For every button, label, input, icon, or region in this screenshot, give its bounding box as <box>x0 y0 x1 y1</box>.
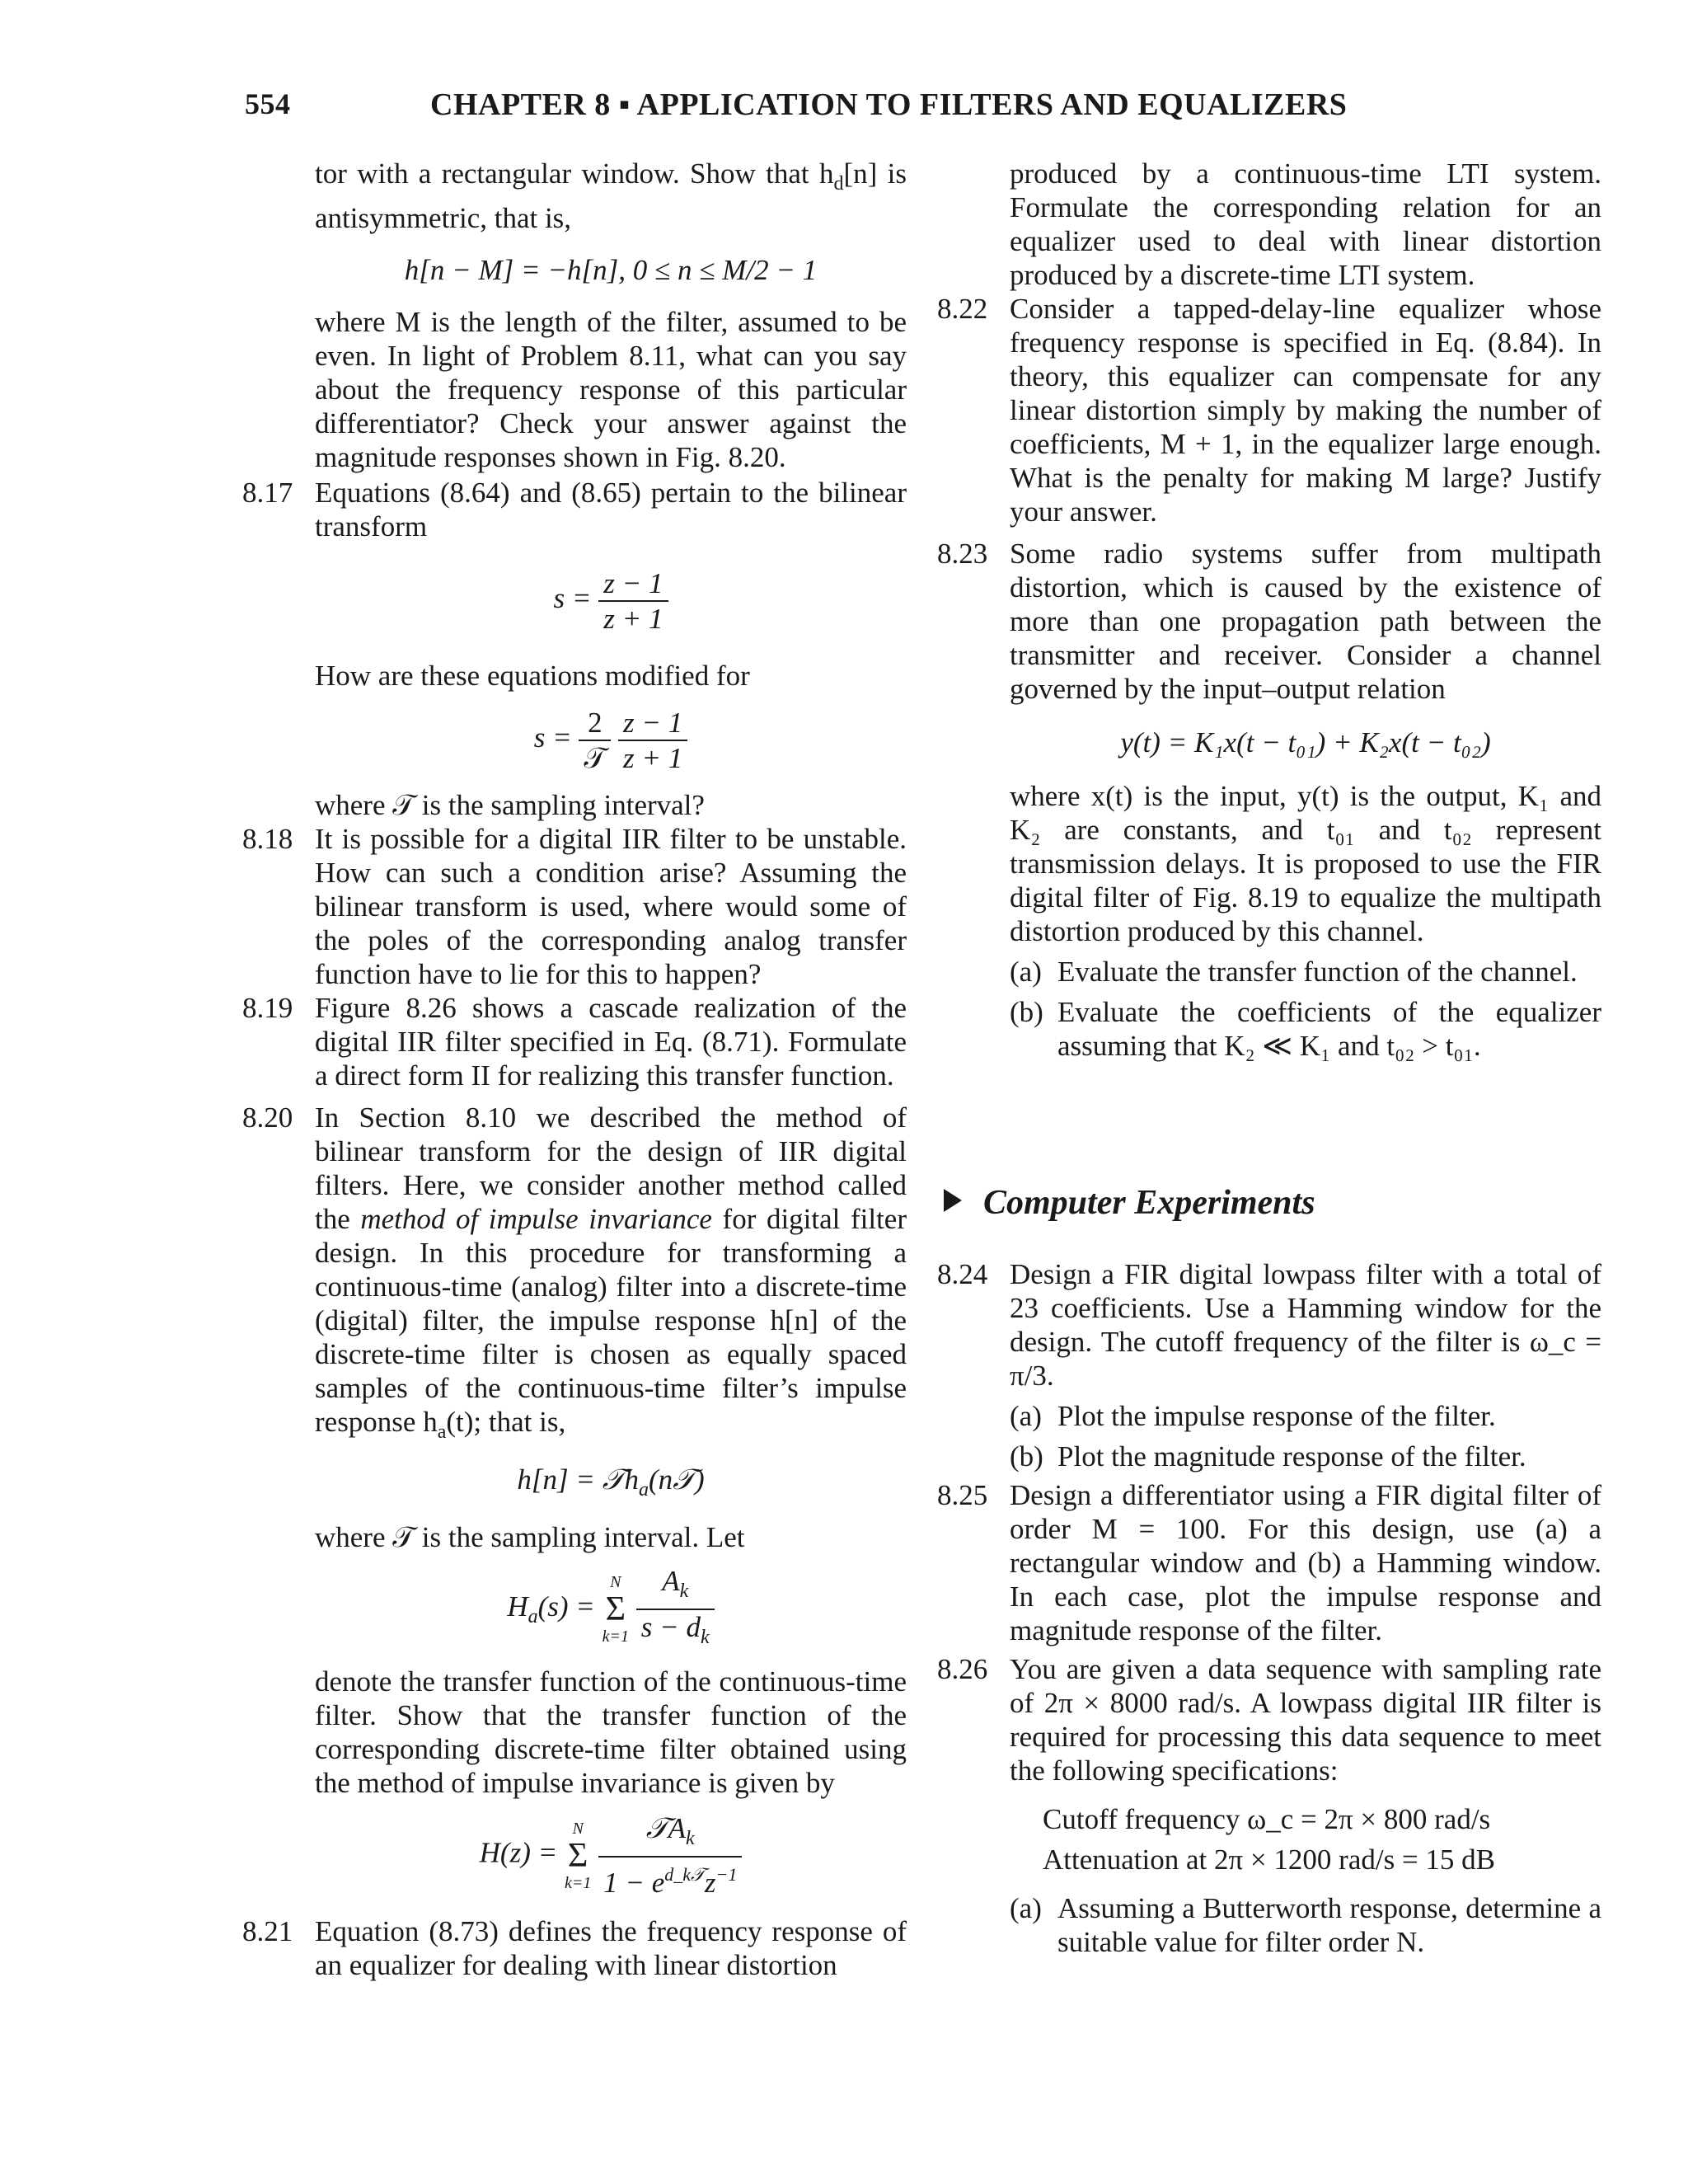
impulse-invariance-equation: h[n] = 𝒯h$_a$(n𝒯) <box>517 1463 705 1501</box>
problem-text: where x(t) is the input, y(t) is the output, K₁ and K₂ are constants, and t₀₁ and t₀₂ represent transmission delays. It is proposed to use the FIR digital filter of Fig. 8.19 to equalize the multipath distortion produced by this channel. <box>1010 780 1601 947</box>
problem-text: How are these equations modified for <box>315 660 750 692</box>
problem-text: Equation (8.73) defines the frequency response of an equalizer for dealing with linear distortion <box>315 1915 907 1981</box>
problem-text: Some radio systems suffer from multipath distortion, which is caused by the existence of more than one propagation path between the transmitter and receiver. Consider a channel governed by the input–output relation <box>1010 538 1601 705</box>
problem-number: 8.23 <box>937 538 988 570</box>
sub-item-a: (a) Plot the impulse response of the filter. <box>1010 1400 1496 1432</box>
problem-number: 8.18 <box>242 823 293 855</box>
sub-item-b: (b) Evaluate the coefficients of the equalizer assuming that K₂ ≪ K₁ and t₀₂ > t₀₁. <box>1010 996 1601 1062</box>
problem-number: 8.21 <box>242 1915 293 1947</box>
multipath-equation: y(t) = K₁x(t − t₀₁) + K₂x(t − t₀₂) <box>1120 726 1491 759</box>
section-heading: Computer Experiments <box>944 1183 1315 1223</box>
bilinear-equation-2: s = $\frac{2}{\text{𝒯}}$ $\frac{z - 1}{z + 1}$ <box>315 706 907 775</box>
arrow-right-icon <box>944 1189 962 1212</box>
problem-8-22 <box>937 292 1601 528</box>
problem-number: 8.20 <box>242 1101 293 1134</box>
spec-cutoff: Cutoff frequency ω_c = 2π × 800 rad/s <box>1043 1803 1491 1835</box>
bilinear-equation-1: s = $\frac{z - 1}{z + 1}$ <box>315 566 907 636</box>
problem-text: Design a differentiator using a FIR digital filter of order M = 100. For this design, use (a) a rectangular window and (b) a Hamming window. In each case, plot the impulse response and magnitude response of the filter. <box>1010 1479 1601 1646</box>
problem-text: In Section 8.10 we described the method of bilinear transform for the design of IIR digital filters. Here, we consider another method called the method of impulse invariance for digital filter design. In this procedure for transforming a continuous-time (analog) filter into a discrete-time (digital) filter, the impulse response h[n] of the discrete-time filter is chosen as equally spaced samples of the continuous-time filter’s impulse response $h_a(t)$; that is, <box>315 1101 907 1443</box>
sub-item-a: (a) Assuming a Butterworth response, determine a suitable value for filter order N. <box>1010 1892 1601 1958</box>
problem-8-23 <box>937 537 1601 1063</box>
antisymmetry-equation: h[n − M] = −h[n], 0 ≤ n ≤ M/2 − 1 <box>404 254 818 286</box>
digital-transfer-function: H(z) = N Σ k=1 $\frac{𝒯A_k}{1 - e^{d\_k𝒯}z^{-1}}$ <box>315 1811 907 1900</box>
problem-8-24 <box>937 1257 1601 1473</box>
problem-text: Design a FIR digital lowpass filter with a total of 23 coefficients. Use a Hamming window for the design. The cutoff frequency of the filter is ω_c = π/3. <box>1010 1258 1601 1392</box>
problem-8-26 <box>937 1652 1601 1959</box>
problem-number: 8.17 <box>242 477 293 509</box>
problem-8-16-text: where M is the length of the filter, assumed to be even. In light of Problem 8.11, what can you say about the frequency response of this particular differentiator? Check your answer against the magnitude responses shown in Fig. 8.20. <box>315 306 907 473</box>
sub-item-b: (b) Plot the magnitude response of the filter. <box>1010 1440 1526 1472</box>
spec-attenuation: Attenuation at 2π × 1200 rad/s = 15 dB <box>1043 1843 1496 1876</box>
problem-8-17 <box>242 476 907 822</box>
problem-text: denote the transfer function of the continuous-time filter. Show that the transfer function of the corresponding discrete-time filter obtained using the method of impulse invariance is given by <box>315 1665 907 1799</box>
problem-number: 8.25 <box>937 1479 988 1511</box>
problem-text: Consider a tapped-delay-line equalizer whose frequency response is specified in Eq. (8.84). In theory, this equalizer can compensate for any linear distortion simply by making the number of coefficients, M + 1, in the equalizer large enough. What is the penalty for making M large? Justify your answer. <box>1010 293 1601 528</box>
problem-8-21 <box>242 1914 907 1982</box>
problem-8-19 <box>242 991 907 1092</box>
left-column <box>242 157 907 1982</box>
problem-number: 8.26 <box>937 1653 988 1685</box>
problem-8-20 <box>242 1101 907 1900</box>
problem-8-25 <box>937 1478 1601 1647</box>
problem-text: where 𝒯 is the sampling interval? <box>315 789 705 821</box>
running-header: CHAPTER 8 ▪ APPLICATION TO FILTERS AND EQUALIZERS <box>430 87 1348 122</box>
right-column <box>937 157 1601 1063</box>
page-number: 554 <box>245 87 291 120</box>
problem-number: 8.24 <box>937 1258 988 1290</box>
problem-8-18 <box>242 822 907 991</box>
problem-text: You are given a data sequence with sampling rate of 2π × 8000 rad/s. A lowpass digital IIR filter is required for processing this data sequence to meet the following specifications: <box>1010 1653 1601 1787</box>
analog-transfer-function: $H_a(s)$ = N Σ k=1 $\frac{A_k}{s - d_k}$ <box>315 1564 907 1655</box>
problem-text: Figure 8.26 shows a cascade realization of the digital IIR filter specified in Eq. (8.71). Formulate a direct form II for realizing this transfer function. <box>315 992 907 1092</box>
problem-text: where 𝒯 is the sampling interval. Let <box>315 1521 745 1553</box>
problem-text: Equations (8.64) and (8.65) pertain to the bilinear transform <box>315 477 907 542</box>
problem-8-21-continuation: produced by a continuous-time LTI system. Formulate the corresponding relation for an equalizer used to deal with linear distortion produced by a discrete-time LTI system. <box>1010 157 1601 291</box>
sub-item-a: (a) Evaluate the transfer function of the channel. <box>1010 956 1578 988</box>
problem-8-16-continuation: tor with a rectangular window. Show that $h_d[n]$ is antisymmetric, that is, <box>315 157 907 234</box>
right-column-lower <box>937 1257 1601 1959</box>
problem-text: It is possible for a digital IIR filter to be unstable. How can such a condition arise? Assuming the bilinear transform is used, where would some of the poles of the corresponding analog transfer function have to lie for this to happen? <box>315 823 907 990</box>
problem-number: 8.19 <box>242 992 293 1024</box>
problem-number: 8.22 <box>937 293 988 325</box>
